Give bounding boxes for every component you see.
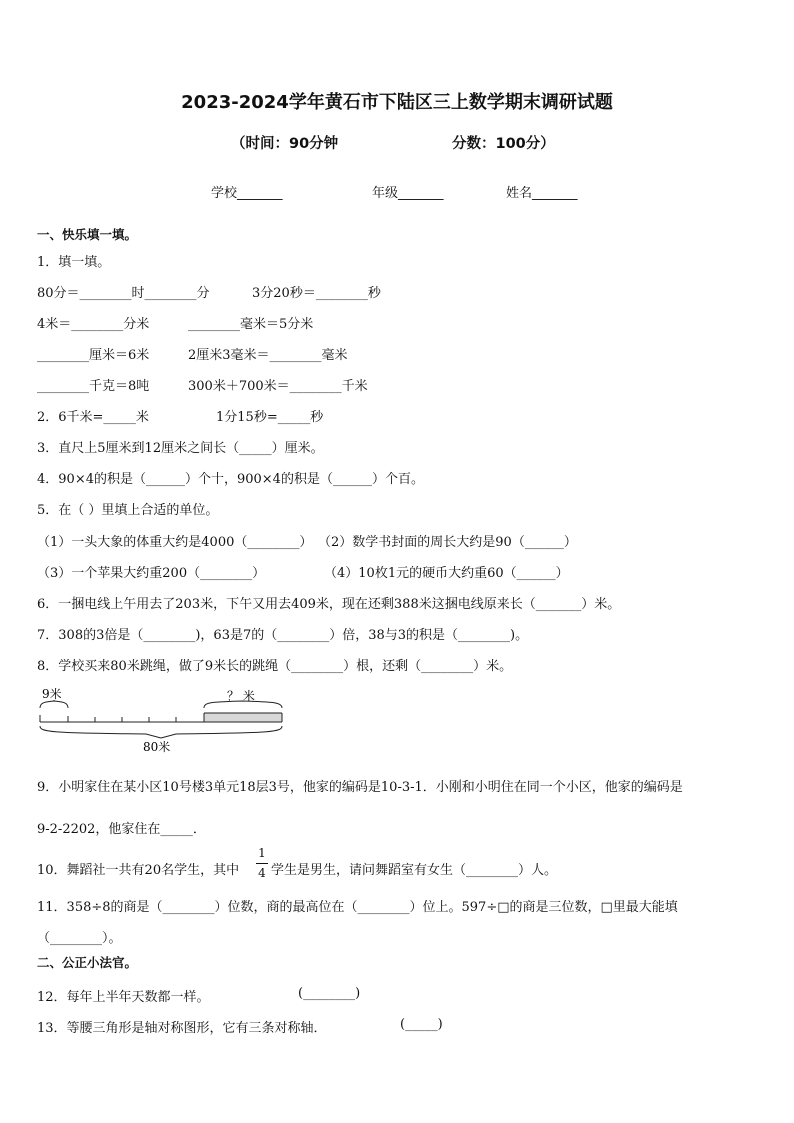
question-2-b: 1分15秒=_____秒: [216, 410, 324, 425]
remaining-segment-fill: [204, 713, 282, 722]
question-12: 12．每年上半年天数都一样。: [37, 990, 210, 1005]
question-12-answer[interactable]: (________): [298, 986, 361, 1001]
question-1-b: 3分20秒＝________秒: [252, 286, 381, 301]
question-1: 1．填一填。: [37, 255, 111, 270]
question-5-2: （2）数学书封面的周长大约是90（______）: [318, 535, 577, 550]
question-3: 3．直尺上5厘米到12厘米之间长（_____）厘米。: [37, 441, 324, 456]
question-7: 7．308的3倍是（________)，63是7的（________）倍，38与3的积是（________)。: [37, 628, 529, 643]
question-4: 4．90×4的积是（______）个十，900×4的积是（______）个百。: [37, 472, 424, 487]
question-9-line-2: 9-2-2202，他家住在_____．: [37, 822, 206, 837]
question-1-f: 2厘米3毫米＝________毫米: [188, 348, 348, 363]
question-13-answer[interactable]: (_____): [400, 1017, 443, 1032]
question-1-c: 4米＝________分米: [37, 317, 150, 332]
question-1-e: ________厘米＝6米: [37, 348, 150, 363]
exam-score: 分数：100分）: [452, 136, 555, 152]
top-left-brace: [40, 700, 68, 708]
question-6: 6．一捆电线上午用去了203米，下午又用去409米，现在还剩388米这捆电线原来长（_______）米。: [37, 597, 621, 612]
left-label: 9米: [42, 688, 62, 701]
right-label: ？ 米: [227, 689, 255, 703]
question-2-a: 2．6千米=_____米: [37, 410, 149, 425]
bottom-brace: [40, 726, 282, 738]
fraction-numerator: 1: [258, 846, 266, 860]
name-field[interactable]: 姓名_______: [506, 186, 578, 201]
segment-diagram: [36, 688, 292, 754]
question-11-line-1: 11．358÷8的商是（________）位数，商的最高位在（________）位上。597÷□的商是三位数，□里最大能填: [37, 900, 678, 915]
question-5-4: （4）10枚1元的硬币大约重60（______）: [324, 566, 569, 581]
question-1-d: ________毫米＝5分米: [188, 317, 314, 332]
exam-time: （时间：90分钟: [231, 136, 339, 152]
question-8: 8．学校买来80米跳绳，做了9米长的跳绳（________）根，还剩（________）米。: [37, 659, 513, 674]
fraction-denominator: 4: [258, 866, 266, 880]
section-1-heading: 一、快乐填一填。: [37, 227, 138, 242]
question-5-3: （3）一个苹果大约重200（________）: [37, 566, 266, 581]
question-10-part-2: 学生是男生，请问舞蹈室有女生（________）人。: [271, 863, 558, 878]
grade-field[interactable]: 年级_______: [372, 186, 444, 201]
question-10-part-1: 10．舞蹈社一共有20名学生，其中: [37, 863, 240, 878]
section-2-heading: 二、公正小法官。: [37, 955, 138, 970]
question-5-1: （1）一头大象的体重大约是4000（________）: [37, 535, 313, 550]
page-title: 2023-2024学年黄石市下陆区三上数学期末调研试题: [181, 92, 613, 113]
question-1-h: 300米＋700米＝________千米: [188, 379, 368, 394]
school-field[interactable]: 学校_______: [211, 186, 283, 201]
question-11-line-2: （________）。: [37, 931, 122, 946]
question-9-line-1: 9．小明家住在某小区10号楼3单元18层3号，他家的编码是10-3-1．小刚和小明住在同一个小区，他家的编码是: [37, 780, 683, 795]
question-13: 13．等腰三角形是轴对称图形，它有三条对称轴．: [37, 1021, 327, 1036]
fraction-bar: [256, 863, 268, 864]
question-5: 5．在（ ）里填上合适的单位。: [37, 503, 219, 518]
question-1-g: ________千克＝8吨: [37, 379, 150, 394]
bottom-label: 80米: [143, 740, 171, 754]
question-1-a: 80分＝________时________分: [37, 286, 210, 301]
